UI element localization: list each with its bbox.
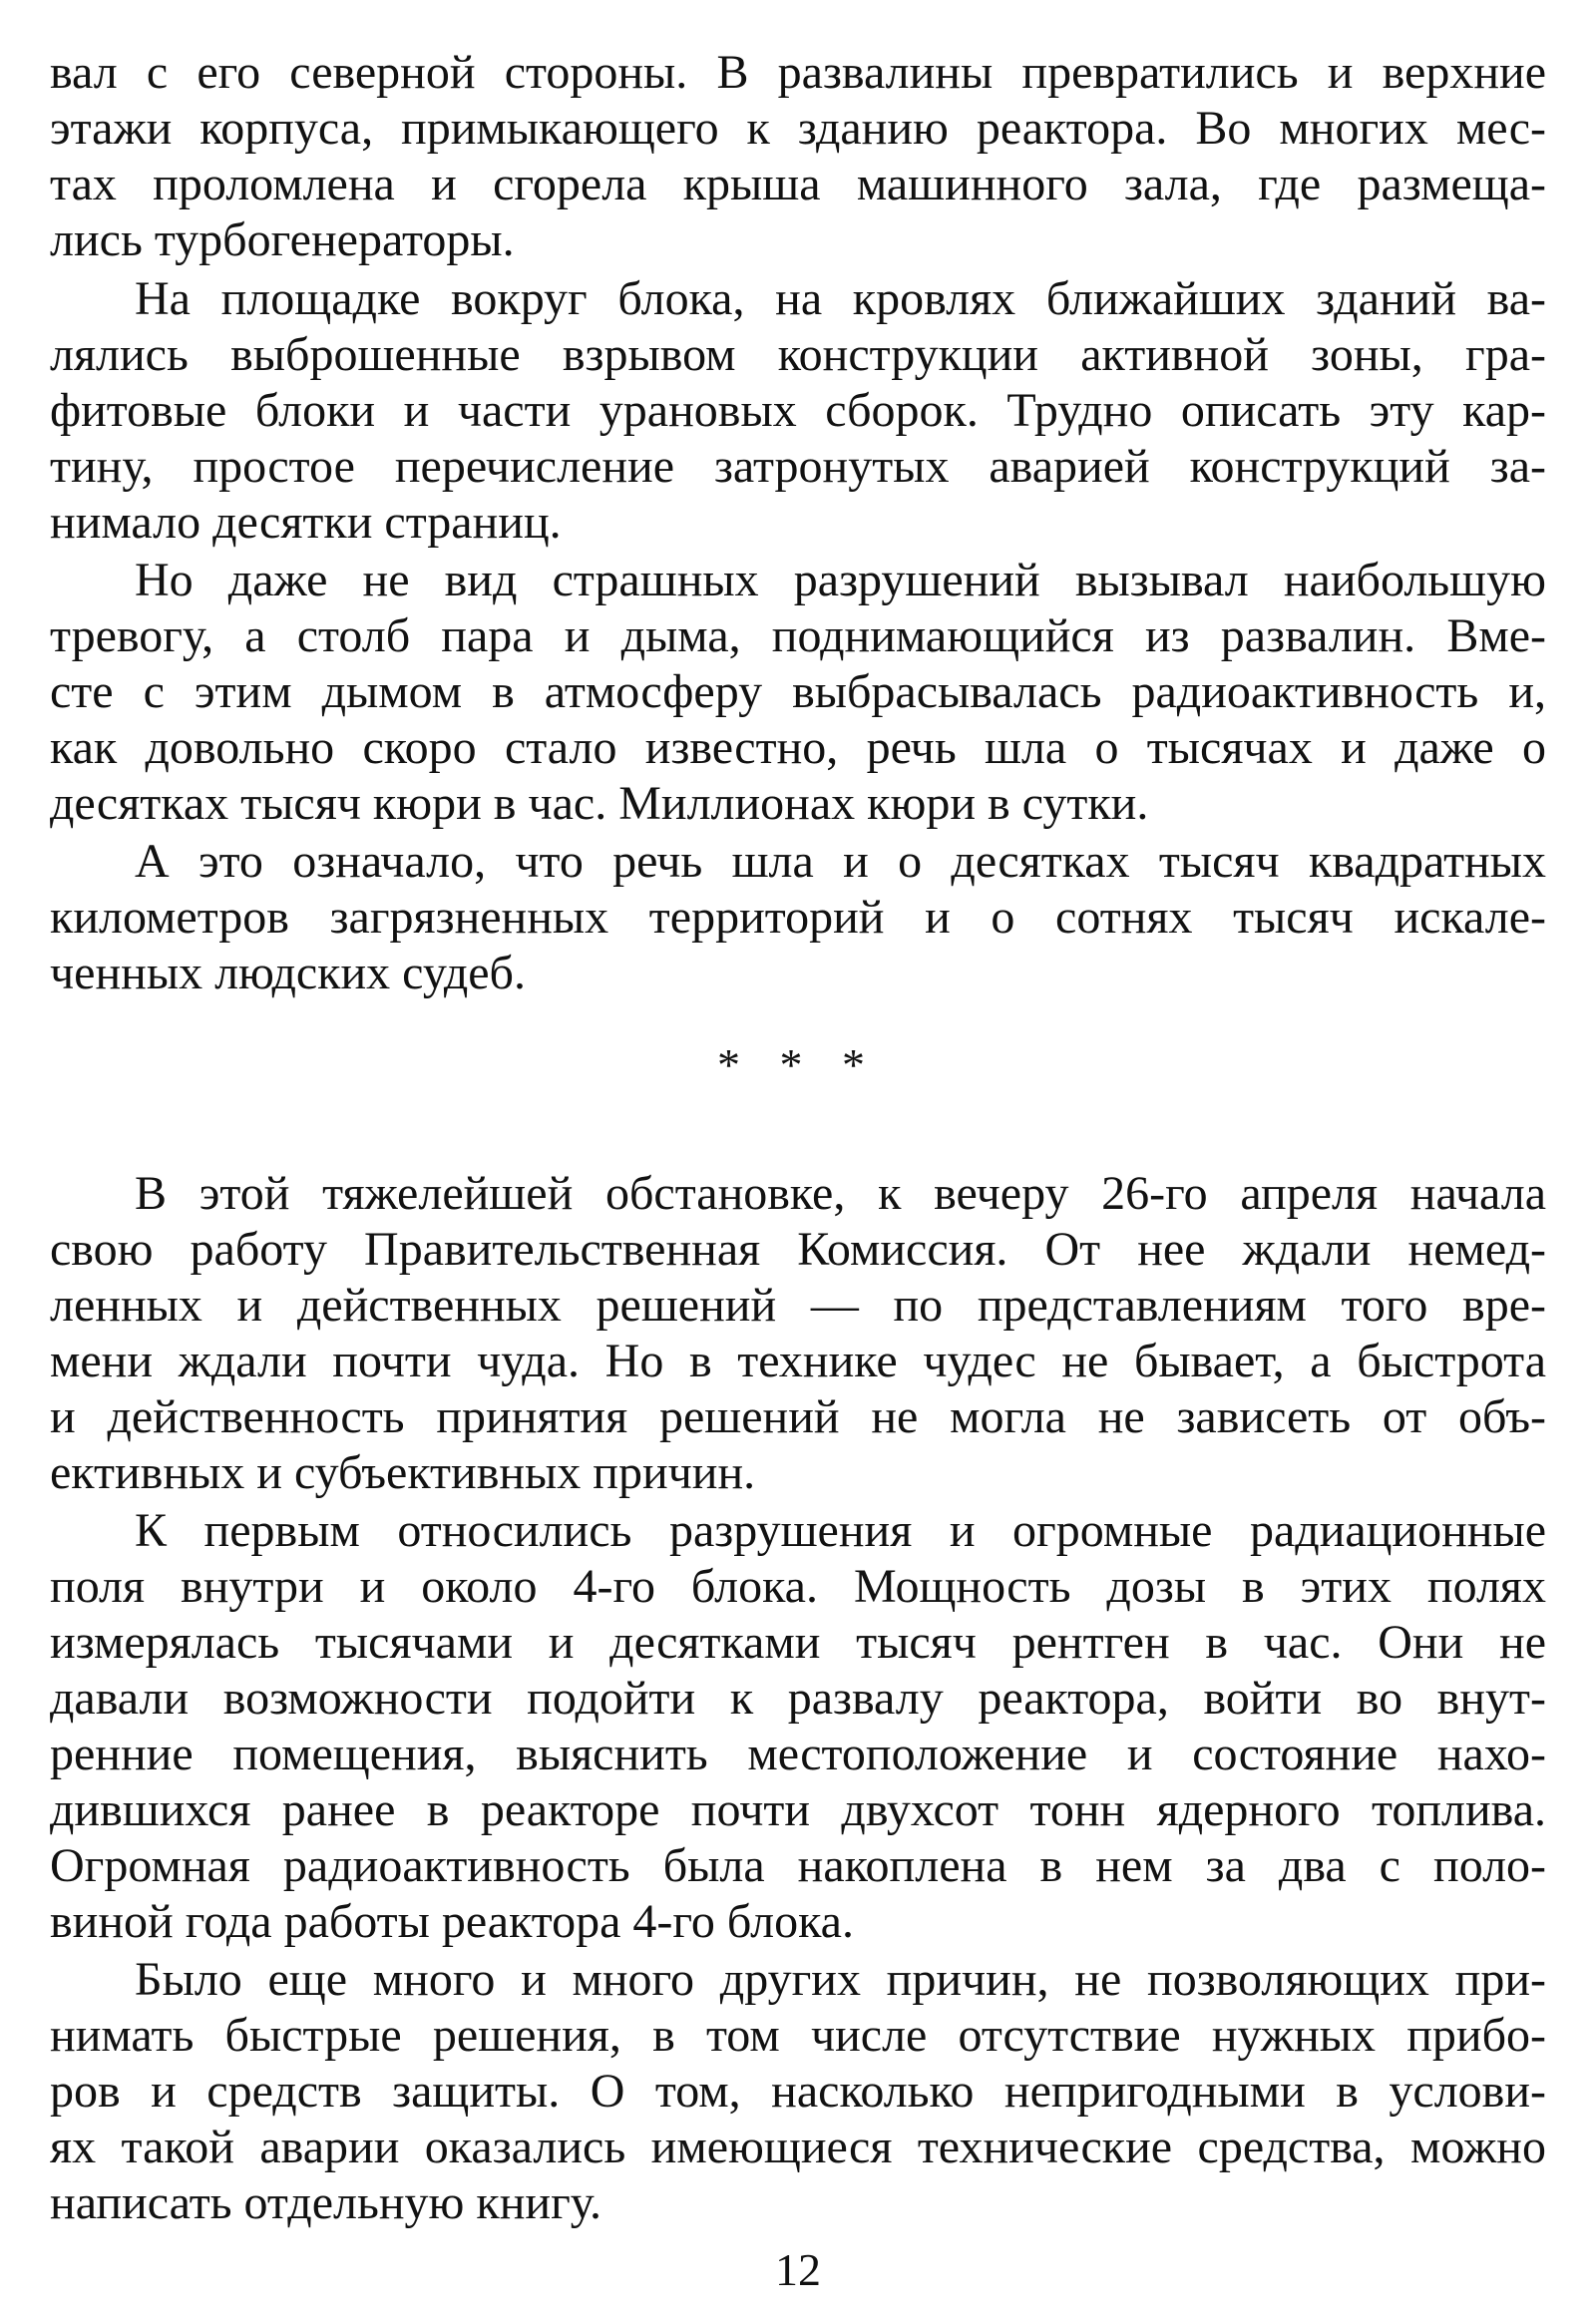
text-line: поля внутри и около 4-го блока. Мощность дозы в этих полях xyxy=(50,1560,1546,1613)
text-line: как довольно скоро стало известно, речь шла о тысячах и даже о xyxy=(50,721,1546,774)
text-line: тах проломлена и сгорела крыша машинного зала, где размеща- xyxy=(50,158,1546,210)
section-separator: * * * xyxy=(717,1039,879,1090)
text-line: ров и средств защиты. О том, насколько непригодными в услови- xyxy=(50,2065,1546,2118)
text-line: Огромная радиоактивность была накоплена в нем за два с поло- xyxy=(50,1839,1546,1892)
text-line: В этой тяжелейшей обстановке, к вечеру 26-го апреля начала xyxy=(135,1167,1546,1220)
text-line: ленных и действенных решений — по представлениям того вре- xyxy=(50,1279,1546,1332)
text-line: измерялась тысячами и десятками тысяч рентген в час. Они не xyxy=(50,1616,1546,1669)
text-line: фитовые блоки и части урановых сборок. Трудно описать эту кар- xyxy=(50,384,1546,437)
text-line: Но даже не вид страшных разрушений вызывал наибольшую xyxy=(135,554,1546,606)
text-line: дившихся ранее в реакторе почти двухсот тонн ядерного топлива. xyxy=(50,1783,1546,1836)
page-number: 12 xyxy=(775,2244,821,2295)
text-line: лялись выброшенные взрывом конструкции активной зоны, гра- xyxy=(50,328,1546,381)
text-line: этажи корпуса, примыкающего к зданию реактора. Во многих мес- xyxy=(50,102,1546,155)
text-line: На площадке вокруг блока, на кровлях ближайших зданий ва- xyxy=(135,272,1546,325)
book-page xyxy=(50,0,1546,2324)
text-line: ренние помещения, выяснить местоположение и состояние нахо- xyxy=(50,1728,1546,1780)
text-line: написать отдельную книгу. xyxy=(50,2176,601,2229)
text-line: десятках тысяч кюри в час. Миллионах кюри в сутки. xyxy=(50,777,1149,830)
text-line: Было еще много и много других причин, не позволяющих при- xyxy=(135,1953,1546,2006)
text-line: тину, простое перечисление затронутых аварией конструкций за- xyxy=(50,440,1546,493)
text-line: нимать быстрые решения, в том числе отсутствие нужных прибо- xyxy=(50,2009,1546,2062)
text-line: давали возможности подойти к развалу реактора, войти во внут- xyxy=(50,1672,1546,1725)
text-line: и действенность принятия решений не могла не зависеть от объ- xyxy=(50,1390,1546,1443)
text-line: ях такой аварии оказались имеющиеся технические средства, можно xyxy=(50,2121,1546,2173)
text-line: нимало десятки страниц. xyxy=(50,496,562,549)
text-line: виной года работы реактора 4-го блока. xyxy=(50,1895,854,1948)
text-line: сте с этим дымом в атмосферу выбрасывалась радиоактивность и, xyxy=(50,665,1546,718)
text-line: А это означало, что речь шла и о десятках тысяч квадратных xyxy=(135,835,1546,888)
text-line: лись турбогенераторы. xyxy=(50,213,515,266)
text-line: вал с его северной стороны. В развалины превратились и верхние xyxy=(50,46,1546,99)
text-line: ективных и субъективных причин. xyxy=(50,1446,756,1499)
text-line: ченных людских судеб. xyxy=(50,947,526,999)
text-line: свою работу Правительственная Комиссия. От нее ждали немед- xyxy=(50,1223,1546,1276)
text-line: К первым относились разрушения и огромные радиационные xyxy=(135,1504,1546,1557)
text-line: тревогу, а столб пара и дыма, поднимающийся из развалин. Вме- xyxy=(50,609,1546,662)
text-line: мени ждали почти чуда. Но в технике чудес не бывает, а быстрота xyxy=(50,1335,1546,1387)
text-line: километров загрязненных территорий и о сотнях тысяч искале- xyxy=(50,891,1546,944)
